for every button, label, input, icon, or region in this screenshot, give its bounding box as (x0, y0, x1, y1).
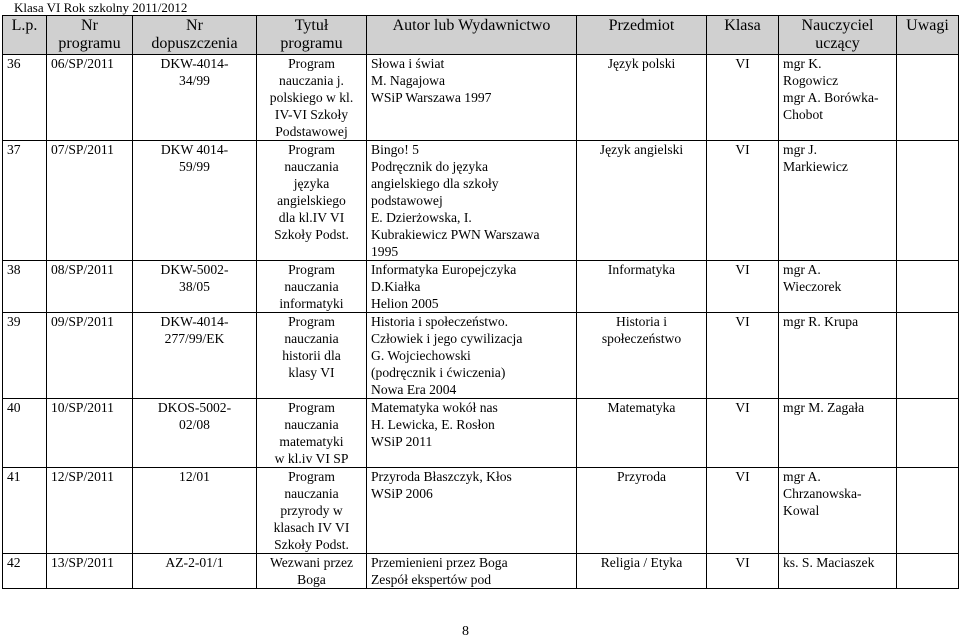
header-uwagi: Uwagi (897, 16, 959, 55)
page-number: 8 (462, 624, 469, 639)
cell-klasa (707, 261, 779, 313)
cell-nr-dopuszczenia-line: 34/99 (179, 73, 210, 88)
cell-tytul-line: Wezwani przez (269, 555, 354, 570)
table-row (3, 313, 959, 399)
cell-nr-programu (47, 141, 133, 261)
cell-tytul-line: matematyki (279, 434, 344, 449)
cell-tytul-line: Podstawowej (275, 124, 348, 139)
cell-tytul-line: historii dla (282, 348, 341, 363)
cell-autor-line: Historia i społeczeństwo. (371, 314, 509, 329)
cell-nauczyciel-line: mgr A. (783, 469, 821, 484)
cell-nauczyciel-line: mgr A. Borówka- (783, 90, 879, 105)
cell-tytul-line: nauczania (284, 331, 339, 346)
cell-nr-dopuszczenia (133, 554, 257, 589)
cell-nauczyciel (779, 141, 897, 261)
cell-tytul-line: nauczania j. (279, 73, 344, 88)
cell-lp (3, 468, 47, 554)
cell-lp-text: 36 (7, 56, 21, 71)
cell-tytul (257, 468, 367, 554)
cell-nr-programu-text: 09/SP/2011 (51, 314, 114, 329)
cell-tytul-line: nauczania (284, 486, 339, 501)
cell-tytul (257, 399, 367, 468)
cell-tytul-line: nauczania (284, 417, 339, 432)
cell-autor (367, 399, 577, 468)
cell-przedmiot-line: Religia / Etyka (600, 555, 683, 570)
cell-autor-line: H. Lewicka, E. Rosłon (371, 417, 495, 432)
cell-tytul-line: Program (288, 469, 335, 484)
cell-przedmiot-line: Język angielski (599, 142, 684, 157)
cell-autor (367, 261, 577, 313)
cell-nauczyciel (779, 399, 897, 468)
cell-nauczyciel-line: mgr K. (783, 56, 822, 71)
cell-nauczyciel (779, 468, 897, 554)
cell-autor-line: E. Dzierżowska, I. (371, 210, 472, 225)
cell-tytul-line: Program (288, 400, 335, 415)
cell-przedmiot (577, 313, 707, 399)
cell-autor (367, 554, 577, 589)
cell-nr-dopuszczenia (133, 55, 257, 141)
cell-klasa-text: VI (735, 56, 750, 71)
cell-lp (3, 399, 47, 468)
cell-nr-programu (47, 468, 133, 554)
cell-nr-dopuszczenia-line: 12/01 (179, 469, 210, 484)
table-row (3, 399, 959, 468)
cell-nr-dopuszczenia (133, 399, 257, 468)
header-row (3, 16, 959, 55)
cell-lp-text: 39 (7, 314, 21, 329)
cell-przedmiot-line: społeczeństwo (601, 331, 682, 346)
cell-nr-dopuszczenia-line: 38/05 (179, 279, 210, 294)
cell-klasa (707, 554, 779, 589)
cell-nauczyciel (779, 554, 897, 589)
cell-nr-programu-text: 13/SP/2011 (51, 555, 114, 570)
header-nr-programu: Nr programu (47, 16, 133, 55)
header-nauczyciel: Nauczyciel uczący (779, 16, 897, 55)
table-row (3, 468, 959, 554)
cell-nr-programu (47, 313, 133, 399)
cell-uwagi (897, 141, 959, 261)
cell-tytul-line: przyrody w (280, 503, 343, 518)
cell-tytul (257, 261, 367, 313)
cell-tytul-line: Boga (297, 572, 326, 587)
cell-tytul-line: IV-VI Szkoły (274, 107, 349, 122)
cell-klasa-text: VI (735, 314, 750, 329)
cell-autor-line: Kubrakiewicz PWN Warszawa (371, 227, 540, 242)
cell-lp-text: 42 (7, 555, 21, 570)
cell-nr-dopuszczenia (133, 261, 257, 313)
cell-uwagi (897, 399, 959, 468)
cell-tytul-line: Szkoły Podst. (274, 537, 349, 552)
cell-lp (3, 313, 47, 399)
header-nr-dopuszczenia: Nr dopuszczenia (133, 16, 257, 55)
cell-uwagi (897, 55, 959, 141)
cell-autor-line: G. Wojciechowski (371, 348, 471, 363)
cell-nauczyciel-line: mgr R. Krupa (783, 314, 859, 329)
cell-autor (367, 141, 577, 261)
cell-autor-line: (podręcznik i ćwiczenia) (371, 365, 506, 380)
cell-autor-line: Przyroda Błaszczyk, Kłos (371, 469, 512, 484)
cell-nr-dopuszczenia-line: AZ-2-01/1 (165, 555, 224, 570)
cell-tytul-line: polskiego w kl. (269, 90, 354, 105)
cell-tytul-line: dla kl.IV VI (278, 210, 345, 225)
cell-nr-dopuszczenia (133, 468, 257, 554)
cell-lp-text: 38 (7, 262, 21, 277)
cell-przedmiot (577, 554, 707, 589)
cell-nauczyciel-line: Kowal (783, 503, 820, 518)
cell-nauczyciel-line: Wieczorek (783, 279, 842, 294)
cell-przedmiot (577, 141, 707, 261)
cell-nr-programu (47, 55, 133, 141)
table-row (3, 261, 959, 313)
cell-lp-text: 37 (7, 142, 21, 157)
cell-autor-line: Helion 2005 (371, 296, 439, 311)
cell-autor-line: Przemienieni przez Boga (371, 555, 508, 570)
cell-autor-line: podstawowej (371, 193, 443, 208)
cell-nr-dopuszczenia (133, 313, 257, 399)
cell-autor-line: D.Kiałka (371, 279, 421, 294)
cell-przedmiot (577, 399, 707, 468)
cell-lp (3, 55, 47, 141)
cell-autor-line: 1995 (371, 244, 399, 259)
cell-uwagi (897, 468, 959, 554)
cell-nr-dopuszczenia-line: DKW-4014- (160, 314, 229, 329)
cell-klasa (707, 399, 779, 468)
cell-uwagi (897, 261, 959, 313)
cell-autor-line: Podręcznik do języka (371, 159, 489, 174)
cell-autor-line: Zespół ekspertów pod (371, 572, 492, 587)
cell-klasa (707, 55, 779, 141)
cell-przedmiot-line: Informatyka (607, 262, 676, 277)
curriculum-table (2, 15, 959, 589)
cell-tytul-line: klasach IV VI (273, 520, 350, 535)
cell-nr-dopuszczenia-line: DKW 4014- (160, 142, 229, 157)
cell-nauczyciel-line: Rogowicz (783, 73, 839, 88)
cell-przedmiot (577, 261, 707, 313)
cell-nauczyciel-line: ks. S. Maciaszek (783, 555, 875, 570)
cell-lp (3, 141, 47, 261)
header-lp: L.p. (3, 16, 47, 55)
cell-autor-line: M. Nagajowa (371, 73, 445, 88)
cell-tytul-line: języka (293, 176, 330, 191)
table-row (3, 55, 959, 141)
header-przedmiot: Przedmiot (577, 16, 707, 55)
cell-nr-dopuszczenia (133, 141, 257, 261)
cell-autor-line: WSiP 2006 (371, 486, 433, 501)
cell-przedmiot (577, 55, 707, 141)
cell-nauczyciel (779, 313, 897, 399)
cell-lp (3, 261, 47, 313)
cell-nauczyciel (779, 261, 897, 313)
cell-nr-programu-text: 06/SP/2011 (51, 56, 114, 71)
cell-klasa-text: VI (735, 400, 750, 415)
cell-autor-line: Matematyka wokół nas (371, 400, 498, 415)
table-caption: Klasa VI Rok szkolny 2011/2012 (14, 0, 188, 15)
cell-przedmiot (577, 468, 707, 554)
cell-autor-line: Słowa i świat (371, 56, 445, 71)
cell-tytul-line: angielskiego (277, 193, 346, 208)
cell-nauczyciel-line: mgr J. (783, 142, 817, 157)
cell-autor (367, 468, 577, 554)
header-autor: Autor lub Wydawnictwo (367, 16, 577, 55)
cell-autor-line: Nowa Era 2004 (371, 382, 457, 397)
cell-nr-dopuszczenia-line: 59/99 (179, 159, 210, 174)
cell-tytul-line: klasy VI (288, 365, 335, 380)
cell-tytul (257, 554, 367, 589)
cell-przedmiot-line: Język polski (607, 56, 676, 71)
cell-tytul-line: Program (288, 142, 335, 157)
header-tytul: Tytuł programu (257, 16, 367, 55)
cell-tytul-line: informatyki (279, 296, 344, 311)
cell-nr-programu-text: 10/SP/2011 (51, 400, 114, 415)
cell-nauczyciel-line: Markiewicz (783, 159, 848, 174)
cell-nauczyciel-line: Chrzanowska- (783, 486, 862, 501)
cell-nr-programu-text: 12/SP/2011 (51, 469, 114, 484)
cell-nr-programu-text: 08/SP/2011 (51, 262, 114, 277)
cell-tytul (257, 55, 367, 141)
cell-klasa (707, 468, 779, 554)
cell-nr-dopuszczenia-line: 02/08 (179, 417, 210, 432)
cell-nauczyciel-line: mgr M. Zagała (783, 400, 865, 415)
cell-lp (3, 554, 47, 589)
cell-klasa (707, 313, 779, 399)
table-row (3, 554, 959, 589)
cell-autor-line: Informatyka Europejczyka (371, 262, 517, 277)
cell-klasa-text: VI (735, 555, 750, 570)
cell-tytul-line: nauczania (284, 279, 339, 294)
cell-nr-dopuszczenia-line: 277/99/EK (164, 331, 225, 346)
cell-lp-text: 41 (7, 469, 21, 484)
cell-nauczyciel-line: mgr A. (783, 262, 821, 277)
cell-tytul-line: Szkoły Podst. (274, 227, 349, 242)
cell-nr-dopuszczenia-line: DKOS-5002- (157, 400, 232, 415)
cell-klasa (707, 141, 779, 261)
cell-autor-line: Bingo! 5 (371, 142, 419, 157)
cell-autor (367, 313, 577, 399)
cell-autor (367, 55, 577, 141)
cell-autor-line: angielskiego dla szkoły (371, 176, 499, 191)
cell-nr-dopuszczenia-line: DKW-5002- (160, 262, 229, 277)
table-row (3, 141, 959, 261)
cell-przedmiot-line: Przyroda (616, 469, 667, 484)
cell-nauczyciel (779, 55, 897, 141)
cell-nr-dopuszczenia-line: DKW-4014- (160, 56, 229, 71)
cell-tytul-line: Program (288, 56, 335, 71)
cell-nr-programu (47, 554, 133, 589)
cell-klasa-text: VI (735, 469, 750, 484)
cell-tytul-line: Program (288, 262, 335, 277)
cell-autor-line: WSiP Warszawa 1997 (371, 90, 492, 105)
cell-uwagi (897, 554, 959, 589)
cell-nauczyciel-line: Chobot (783, 107, 824, 122)
cell-tytul (257, 141, 367, 261)
cell-tytul-line: w kl.iv VI SP (274, 451, 349, 466)
cell-lp-text: 40 (7, 400, 21, 415)
cell-nr-programu-text: 07/SP/2011 (51, 142, 114, 157)
cell-nr-programu (47, 261, 133, 313)
cell-autor-line: Człowiek i jego cywilizacja (371, 331, 523, 346)
cell-przedmiot-line: Matematyka (607, 400, 676, 415)
cell-nr-programu (47, 399, 133, 468)
cell-tytul (257, 313, 367, 399)
header-klasa: Klasa (707, 16, 779, 55)
cell-uwagi (897, 313, 959, 399)
cell-klasa-text: VI (735, 142, 750, 157)
cell-tytul-line: nauczania (284, 159, 339, 174)
cell-tytul-line: Program (288, 314, 335, 329)
cell-przedmiot-line: Historia i (616, 314, 667, 329)
cell-autor-line: WSiP 2011 (371, 434, 433, 449)
cell-klasa-text: VI (735, 262, 750, 277)
